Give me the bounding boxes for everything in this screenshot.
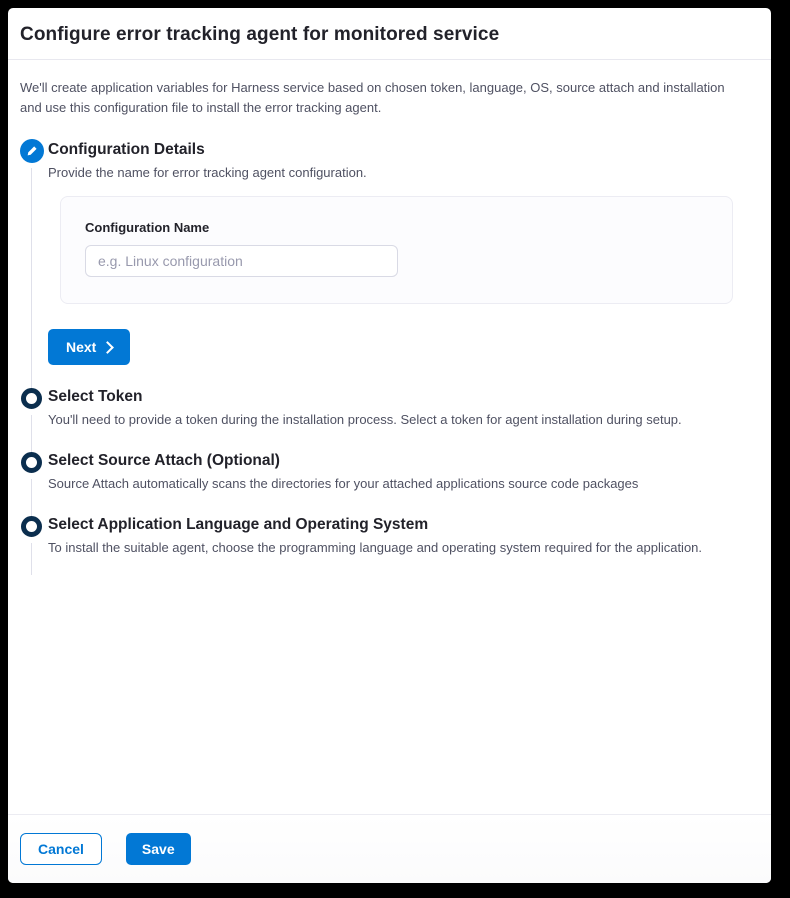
configuration-form-card — [60, 196, 733, 304]
wizard-steps — [20, 140, 745, 579]
step-title: Configuration Details — [48, 141, 205, 158]
cancel-button-label: Cancel — [38, 841, 84, 857]
step-description: Source Attach automatically scans the directories for your attached applications source code packages — [48, 476, 639, 491]
cancel-button[interactable] — [20, 833, 102, 865]
step-ring-icon — [21, 452, 42, 473]
step-title: Select Application Language and Operating System — [48, 516, 429, 533]
step-configuration-details — [20, 140, 745, 387]
step-select-source-attach — [20, 451, 745, 515]
step-select-token — [20, 387, 745, 451]
step-ring-icon — [21, 516, 42, 537]
step-description: Provide the name for error tracking agent configuration. — [48, 165, 367, 180]
step-title: Select Source Attach (Optional) — [48, 452, 280, 469]
dialog-description: We'll create application variables for Harness service based on chosen token, language, OS, source attach and installation and use this configuration file to install the error tracking agent. — [20, 80, 725, 115]
configuration-name-input[interactable] — [85, 245, 398, 277]
save-button[interactable] — [126, 833, 191, 865]
next-button[interactable] — [48, 329, 130, 365]
next-button-label: Next — [66, 339, 97, 355]
dialog-body — [8, 60, 771, 814]
dialog-title: Configure error tracking agent for monitored service — [20, 24, 500, 45]
step-title: Select Token — [48, 388, 143, 405]
configuration-name-label: Configuration Name — [85, 220, 210, 235]
dialog-footer — [8, 814, 771, 883]
chevron-right-icon — [101, 341, 114, 354]
edit-pencil-icon — [20, 139, 44, 163]
step-description: You'll need to provide a token during the installation process. Select a token for agent installation during setup. — [48, 412, 682, 427]
step-select-language-os — [20, 515, 745, 579]
dialog-header — [8, 8, 771, 60]
configure-agent-dialog — [8, 8, 771, 883]
save-button-label: Save — [141, 841, 175, 857]
step-ring-icon — [21, 388, 42, 409]
step-description: To install the suitable agent, choose the programming language and operating system required for the application. — [48, 540, 703, 555]
